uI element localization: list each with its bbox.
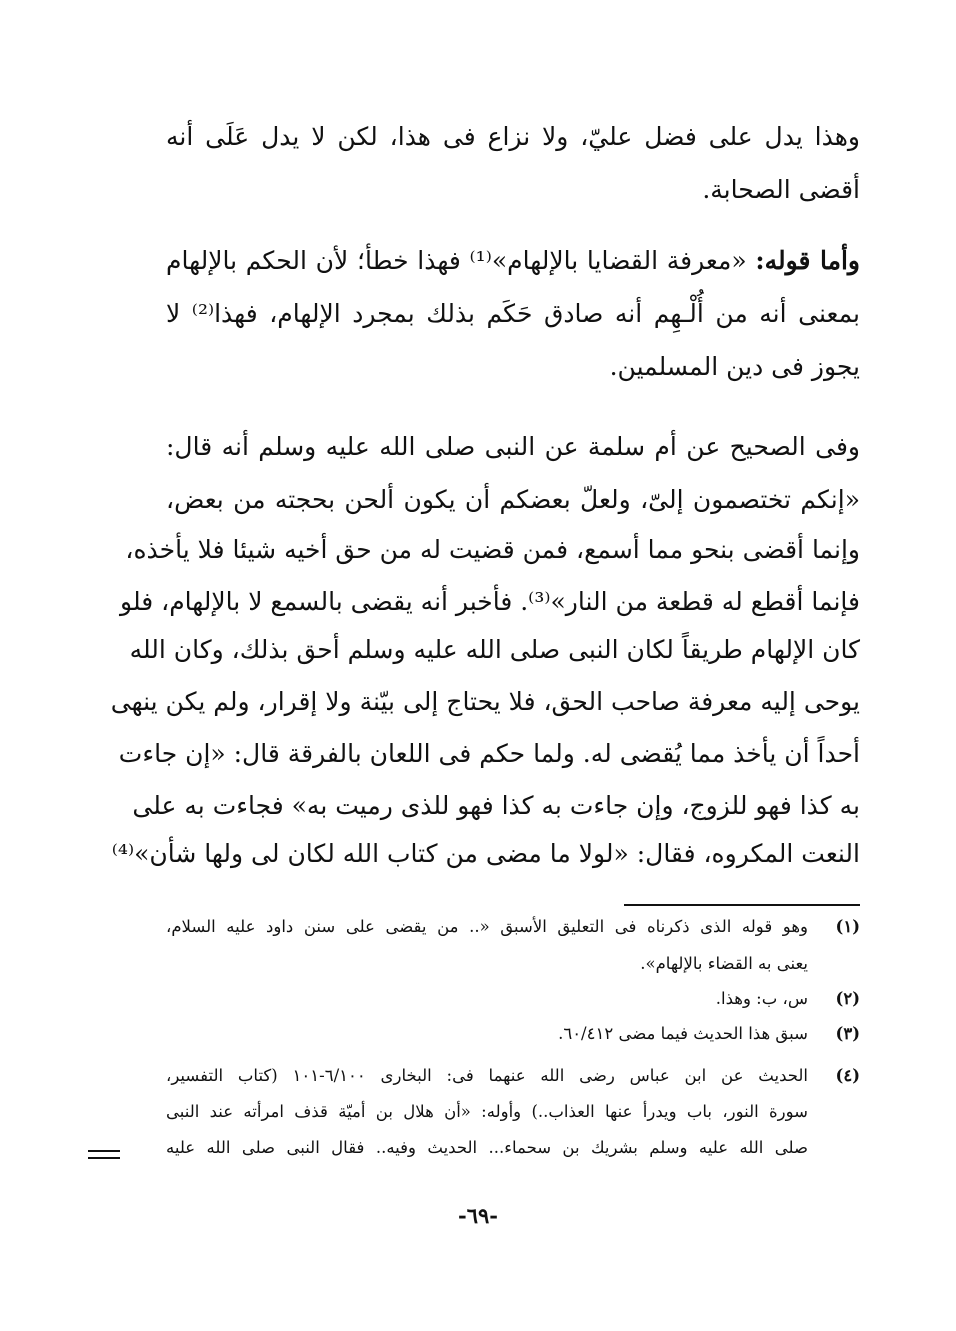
footnote-line (166, 1134, 860, 1162)
footnote-line (166, 1062, 860, 1090)
body-line: «إنكم تختصمون إلىّ، ولعلّ بعضكم أن يكون ألحن بحجته من بعض، (166, 485, 860, 514)
footnote-text: وهو قوله الذى ذكرناه فى التعليق الأسبق «.. من يقضى على سنن داود عليه السلام، (166, 917, 808, 936)
footnote-text: سبق هذا الحديث فيما مضى ٦٠/٤١٢. (558, 1024, 808, 1043)
body-line: به كذا فهو للزوج، وإن جاءت به كذا فهو للذى رميت به» فجاءت به على (132, 791, 860, 820)
continuation-marker (88, 1150, 120, 1162)
footnote-number: (١) (835, 917, 860, 936)
footnote-number: (٢) (835, 989, 860, 1008)
page-number: -٦٩- (458, 1203, 498, 1228)
body-line: يوحى إليه معرفة صاحب الحق، فلا يحتاج إلى بيّنة ولا إقرار، ولم يكن ينهى (110, 687, 860, 716)
footnote-line (166, 950, 860, 978)
body-line: وإنما أقضى بنحو مما أسمع، فمن قضيت له من حق أخيه شيئا فلا يأخذه، (125, 535, 860, 564)
body-line: فإنما أقطع له قطعة من النار»⁽³⁾. فأخبر أنه يقضى بالسمع لا بالإلهام، فلو (120, 587, 860, 616)
footnote-line (166, 1020, 860, 1048)
body-line: أقضى الصحابة. (702, 175, 860, 204)
body-text: «معرفة القضايا بالإلهام»⁽¹⁾ فهذا خطأ؛ لأن الحكم بالإلهام (166, 246, 756, 275)
footnote-separator (624, 904, 860, 906)
footnote-text: الحديث عن ابن عباس رضى الله عنهما فى: البخارى ٦/١٠٠-١٠١ (كتاب التفسير، (166, 1066, 808, 1085)
body-line: أحداً أن يأخذ مما يُقضى له. ولما حكم فى اللعان بالفرقة قال: «إن جاءت (118, 739, 860, 768)
footnote-line (166, 1098, 860, 1126)
body-line: النعت المكروه، فقال: «لولا ما مضى من كتاب الله لكان لى ولها شأن»⁽⁴⁾ (111, 839, 860, 868)
body-line: وفى الصحيح عن أم سلمة عن النبى صلى الله عليه وسلم أنه قال: (166, 432, 860, 461)
body-line: وهذا يدل على فضل عليّ، ولا نزاع فى هذا، لكن لا يدل عَلَى أنه (166, 122, 860, 151)
footnote-line (166, 985, 860, 1013)
footnote-text: سورة النور، باب ويدرأ عنها العذاب..) وأوله: «أن هلال بن أميّة قذف امرأته عند النبى (166, 1102, 808, 1121)
footnote-text: يعنى به القضاء بالإلهام». (640, 954, 808, 973)
footnote-line (166, 913, 860, 941)
footnote-number: (٣) (835, 1024, 860, 1043)
body-line: بمعنى أنه من أُلْـهِم أنه صادق حَكَم بذلك بمجرد الإلهام، فهذا⁽²⁾ لا (166, 299, 860, 328)
footnote-text: صلى الله عليه وسلم بشريك بن سحماء... الحديث وفيه.. فقال النبى صلى الله عليه (166, 1138, 808, 1157)
body-line (166, 241, 860, 281)
body-line: يجوز فى دين المسلمين. (609, 352, 860, 381)
footnote-number: (٤) (835, 1066, 860, 1085)
footnote-text: س، ب: وهذا. (715, 989, 808, 1008)
lead-in-phrase: وأما قوله: (755, 246, 860, 275)
body-line: كان الإلهام طريقاً لكان النبى صلى الله عليه وسلم أحق بذلك، وكان الله (129, 635, 860, 664)
